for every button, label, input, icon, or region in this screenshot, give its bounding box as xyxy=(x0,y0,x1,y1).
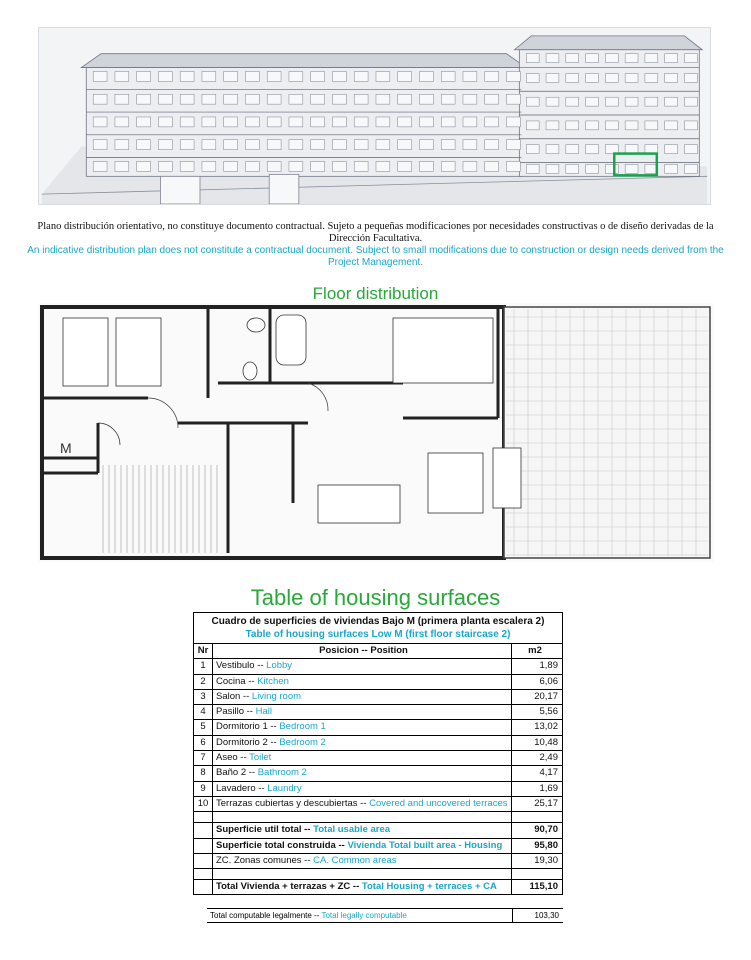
usable-area-row xyxy=(194,823,562,838)
row-position xyxy=(213,705,512,719)
row-position-en: Bedroom 1 xyxy=(279,721,326,733)
col-nr: Nr xyxy=(194,644,213,658)
usable-area-label: Superficie util total -- xyxy=(216,824,314,836)
common-area-value: 19,30 xyxy=(534,854,558,866)
legal-computable-value: 103,30 xyxy=(534,911,559,920)
row-nr: 2 xyxy=(194,675,213,689)
row-position xyxy=(213,751,512,765)
row-m2: 2,49 xyxy=(539,752,558,764)
row-position-es: Pasillo -- xyxy=(216,706,256,718)
table-row xyxy=(194,797,562,812)
table-row xyxy=(194,720,562,735)
legal-computable-label-en: Total legally computable xyxy=(321,911,407,920)
row-m2: 6,06 xyxy=(539,675,558,687)
row-m2: 20,17 xyxy=(534,690,558,702)
disclaimer-english: An indicative distribution plan does not constitute a contractual document. Subject to small modifications due to construction or design needs derived from the Project Management. xyxy=(27,245,724,268)
building-elevation-drawing xyxy=(38,27,711,205)
total-row xyxy=(194,880,562,894)
row-position-en: Bedroom 2 xyxy=(279,736,326,748)
row-position-en: Lobby xyxy=(266,660,293,672)
disclaimer-spanish: Plano distribución orientativo, no constituye documento contractual. Sujeto a pequeñas modificaciones por necesidades constructivas o de diseño derivadas de la Dirección Facultativa. xyxy=(37,221,714,244)
floor-plan-unit-label: M xyxy=(60,440,72,456)
row-position-en: Covered and uncovered terraces xyxy=(369,797,508,809)
row-position xyxy=(213,766,512,780)
row-position-en: Laundry xyxy=(267,782,302,794)
row-position-es: Aseo -- xyxy=(216,752,250,764)
row-m2: 13,02 xyxy=(534,721,558,733)
row-position-es: Terrazas cubiertas y descubiertas -- xyxy=(216,797,370,809)
row-position xyxy=(213,690,512,704)
row-position-es: Dormitorio 2 -- xyxy=(216,736,280,748)
built-area-value: 95,80 xyxy=(534,839,558,851)
row-nr: 8 xyxy=(194,766,213,780)
row-nr: 7 xyxy=(194,751,213,765)
table-row xyxy=(194,766,562,781)
col-m2: m2 xyxy=(528,645,542,656)
row-position-es: Lavadero -- xyxy=(216,782,268,794)
row-m2: 1,69 xyxy=(539,782,558,794)
table-row xyxy=(194,782,562,797)
row-position xyxy=(213,720,512,734)
row-position-en: Living room xyxy=(251,690,302,702)
row-position-es: Dormitorio 1 -- xyxy=(216,721,280,733)
surfaces-table xyxy=(193,612,563,895)
common-area-row xyxy=(194,854,562,869)
total-value: 115,10 xyxy=(529,881,558,893)
row-m2: 25,17 xyxy=(534,797,558,809)
row-m2: 1,89 xyxy=(539,660,558,672)
total-label-en: Total Housing + terraces + CA xyxy=(361,881,497,893)
table-row xyxy=(194,751,562,766)
table-gap xyxy=(194,812,562,823)
row-nr: 9 xyxy=(194,782,213,796)
row-position xyxy=(213,782,512,796)
built-area-label-en: Vivienda Total built area - Housing xyxy=(347,839,503,851)
table-title: Table of housing surfaces xyxy=(250,585,501,610)
legal-computable-row xyxy=(207,908,563,923)
floor-distribution-title: Floor distribution xyxy=(312,284,439,303)
row-position xyxy=(213,797,512,811)
row-nr: 1 xyxy=(194,659,213,673)
table-header-row xyxy=(194,644,562,659)
table-row xyxy=(194,705,562,720)
row-m2: 5,56 xyxy=(539,706,558,718)
common-area-label: ZC. Zonas comunes -- xyxy=(216,854,314,866)
row-position xyxy=(213,675,512,689)
table-row xyxy=(194,659,562,674)
row-position-es: Baño 2 -- xyxy=(216,767,258,779)
usable-area-label-en: Total usable area xyxy=(313,824,391,836)
legal-computable-label: Total computable legalmente -- xyxy=(210,911,322,920)
table-row xyxy=(194,690,562,705)
floor-plan-drawing xyxy=(38,303,714,562)
row-position-en: Kitchen xyxy=(257,675,289,687)
table-row xyxy=(194,675,562,690)
built-area-label: Superficie total construida -- xyxy=(216,839,348,851)
row-position xyxy=(213,736,512,750)
row-nr: 10 xyxy=(194,797,213,811)
row-position-en: Bathroom 2 xyxy=(257,767,307,779)
col-position: Posicion -- Position xyxy=(213,644,512,658)
table-heading-spanish: Cuadro de superficies de viviendas Bajo M (primera planta escalera 2) xyxy=(211,616,545,627)
row-position-es: Cocina -- xyxy=(216,675,258,687)
table-gap-2 xyxy=(194,869,562,880)
usable-area-value: 90,70 xyxy=(534,824,558,836)
row-nr: 5 xyxy=(194,720,213,734)
common-area-label-en: CA. Common areas xyxy=(313,854,397,866)
row-m2: 4,17 xyxy=(539,767,558,779)
row-nr: 4 xyxy=(194,705,213,719)
row-nr: 3 xyxy=(194,690,213,704)
built-area-row xyxy=(194,839,562,854)
row-nr: 6 xyxy=(194,736,213,750)
table-row xyxy=(194,736,562,751)
row-position-es: Vestibulo -- xyxy=(216,660,267,672)
row-position-en: Toilet xyxy=(249,752,272,764)
table-heading-english: Table of housing surfaces Low M (first floor staircase 2) xyxy=(194,628,562,644)
row-position-es: Salon -- xyxy=(216,690,252,702)
total-label: Total Vivienda + terrazas + ZC -- xyxy=(216,881,362,893)
row-m2: 10,48 xyxy=(534,736,558,748)
row-position xyxy=(213,659,512,673)
row-position-en: Hall xyxy=(255,706,272,718)
